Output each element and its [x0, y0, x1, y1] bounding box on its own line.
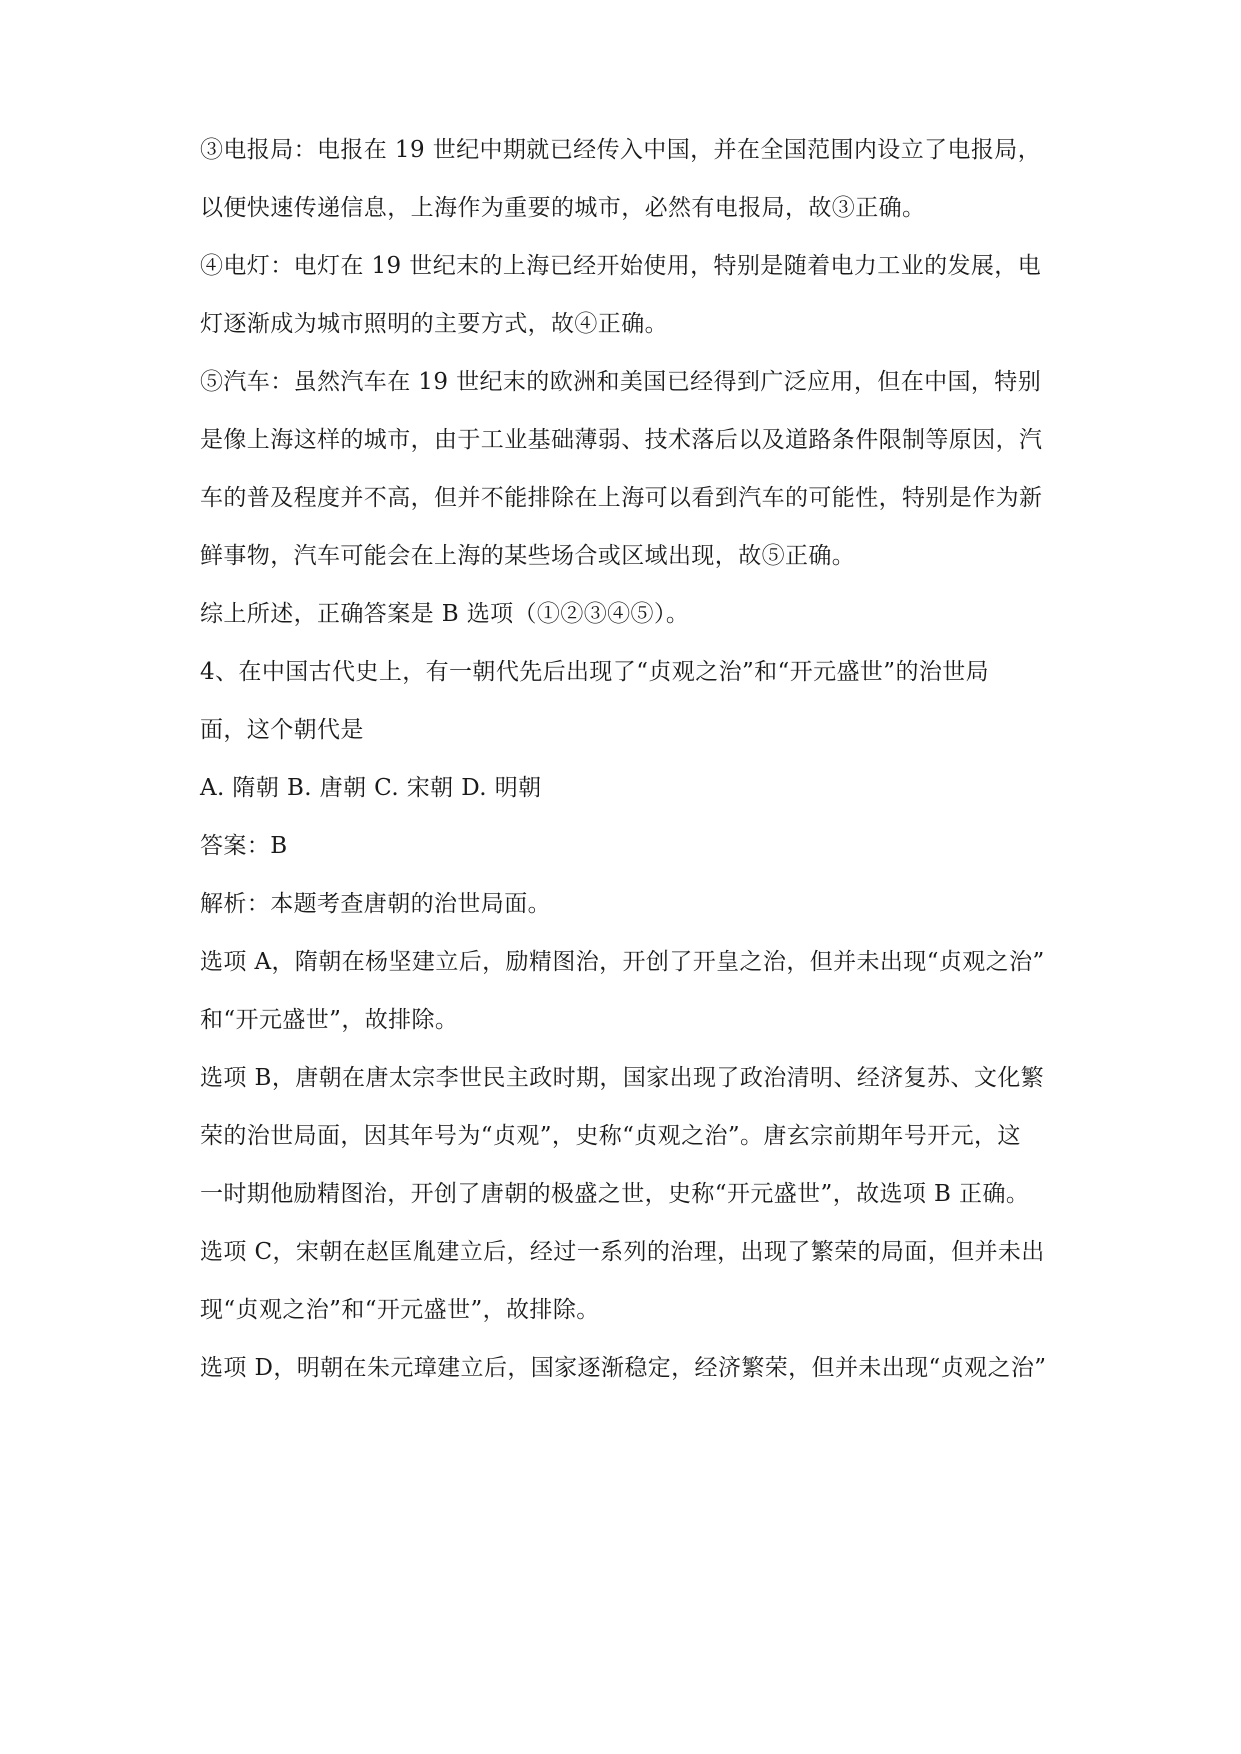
- question-4-line-2: 面，这个朝代是: [200, 717, 364, 743]
- text-line-telegraph-2: 以便快速传递信息，上海作为重要的城市，必然有电报局，故③正确。: [200, 195, 926, 221]
- question-4-line-1: 4、在中国古代史上，有一朝代先后出现了“贞观之治”和“开元盛世”的治世局: [200, 659, 990, 685]
- text-line-car-4: 鲜事物，汽车可能会在上海的某些场合或区域出现，故⑤正确。: [200, 543, 856, 569]
- option-d-line-1: 选项 D，明朝在朱元璋建立后，国家逐渐稳定，经济繁荣，但并未出现“贞观之治”: [200, 1355, 1047, 1381]
- option-b-line-2: 荣的治世局面，因其年号为“贞观”，史称“贞观之治”。唐玄宗前期年号开元，这: [200, 1123, 1021, 1149]
- text-line-telegraph-1: ③电报局：电报在 19 世纪中期就已经传入中国，并在全国范围内设立了电报局，: [200, 137, 1042, 163]
- option-b-line-1: 选项 B，唐朝在唐太宗李世民主政时期，国家出现了政治清明、经济复苏、文化繁: [200, 1065, 1045, 1091]
- text-line-car-1: ⑤汽车：虽然汽车在 19 世纪末的欧洲和美国已经得到广泛应用，但在中国，特别: [200, 369, 1042, 395]
- text-line-electric-light-1: ④电灯：电灯在 19 世纪末的上海已经开始使用，特别是随着电力工业的发展，电: [200, 253, 1042, 279]
- text-line-electric-light-2: 灯逐渐成为城市照明的主要方式，故④正确。: [200, 311, 668, 337]
- option-c-line-2: 现“贞观之治”和“开元盛世”，故排除。: [200, 1297, 600, 1323]
- text-line-car-3: 车的普及程度并不高，但并不能排除在上海可以看到汽车的可能性，特别是作为新: [200, 485, 1043, 511]
- option-c-line-1: 选项 C，宋朝在赵匡胤建立后，经过一系列的治理，出现了繁荣的局面，但并未出: [200, 1239, 1045, 1265]
- option-b-line-3: 一时期他励精图治，开创了唐朝的极盛之世，史称“开元盛世”，故选项 B 正确。: [200, 1181, 1030, 1207]
- option-a-line-2: 和“开元盛世”，故排除。: [200, 1007, 459, 1033]
- answer-line: 答案：B: [200, 833, 288, 859]
- text-line-summary: 综上所述，正确答案是 B 选项（①②③④⑤）。: [200, 601, 690, 627]
- text-line-car-2: 是像上海这样的城市，由于工业基础薄弱、技术落后以及道路条件限制等原因，汽: [200, 427, 1043, 453]
- option-a-line-1: 选项 A，隋朝在杨坚建立后，励精图治，开创了开皇之治，但并未出现“贞观之治”: [200, 949, 1045, 975]
- question-4-options: A. 隋朝 B. 唐朝 C. 宋朝 D. 明朝: [200, 775, 542, 801]
- analysis-intro: 解析：本题考查唐朝的治世局面。: [200, 891, 551, 917]
